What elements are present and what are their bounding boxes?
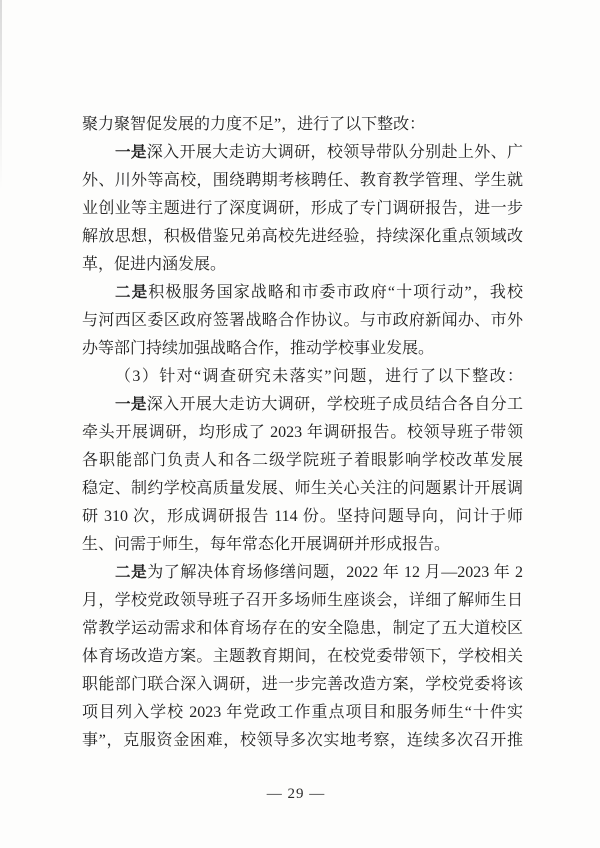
text-line-1: 聚力聚智促发展的力度不足”，进行了以下整改： (82, 116, 426, 133)
bold-run: 二是 (115, 284, 149, 301)
text-line-2: 一是深入开展大走访大调研，校领导带队分别赴上外、广 (115, 144, 523, 161)
text-line-12: 牵头开展调研，均形成了 2023 年调研报告。校领导班子带领 (82, 424, 523, 441)
text-line-3: 外、川外等高校，围绕聘期考核聘任、教育教学管理、学生就 (82, 172, 523, 189)
text-line-9: 办等部门持续加强战略合作，推动学校事业发展。 (82, 340, 435, 357)
text-line-14: 稳定、制约学校高质量发展、师生关心关注的问题累计开展调 (82, 480, 523, 497)
text-line-22: 项目列入学校 2023 年党政工作重点项目和服务师生“十件实 (82, 704, 523, 721)
text-line-18: 月，学校党政领导班子召开多场师生座谈会，详细了解师生日 (82, 592, 523, 609)
bold-run: 二是 (115, 564, 148, 581)
bold-run: 一是 (115, 396, 147, 413)
text-line-16: 生、问需于师生，每年常态化开展调研并形成报告。 (82, 536, 451, 553)
page-number: — 29 — (266, 786, 326, 802)
text-line-23: 事”，克服资金困难，校领导多次实地考察，连续多次召开推 (82, 732, 523, 749)
text-line-10: （3）针对“调查研究未落实”问题，进行了以下整改： (115, 368, 523, 385)
text-line-7: 二是积极服务国家战略和市委市政府“十项行动”，我校 (115, 284, 523, 301)
text-line-5: 解放思想，积极借鉴兄弟高校先进经验，持续深化重点领域改 (82, 228, 523, 245)
text-line-20: 体育场改造方案。主题教育期间，在校党委带领下，学校相关 (82, 648, 523, 665)
text-line-19: 常教学运动需求和体育场存在的安全隐患，制定了五大道校区 (82, 620, 523, 637)
text-line-8: 与河西区委区政府签署战略合作协议。与市政府新闻办、市外 (82, 312, 523, 329)
text-line-4: 业创业等主题进行了深度调研，形成了专门调研报告，进一步 (82, 200, 523, 217)
text-line-6: 革，促进内涵发展。 (82, 256, 227, 273)
scan-edge-artifact (0, 0, 2, 190)
text-line-15: 研 310 次，形成调研报告 114 份。坚持问题导向，问计于师 (82, 508, 523, 525)
text-line-17: 二是为了解决体育场修缮问题，2022 年 12 月—2023 年 2 (115, 564, 523, 581)
text-line-21: 职能部门联合深入调研，进一步完善改造方案，学校党委将该 (82, 676, 523, 693)
text-line-13: 各职能部门负责人和各二级学院班子着眼影响学校改革发展 (82, 452, 523, 469)
document-body (82, 111, 523, 755)
text-line-11: 一是深入开展大走访大调研，学校班子成员结合各自分工 (115, 396, 523, 413)
bold-run: 一是 (115, 144, 147, 161)
